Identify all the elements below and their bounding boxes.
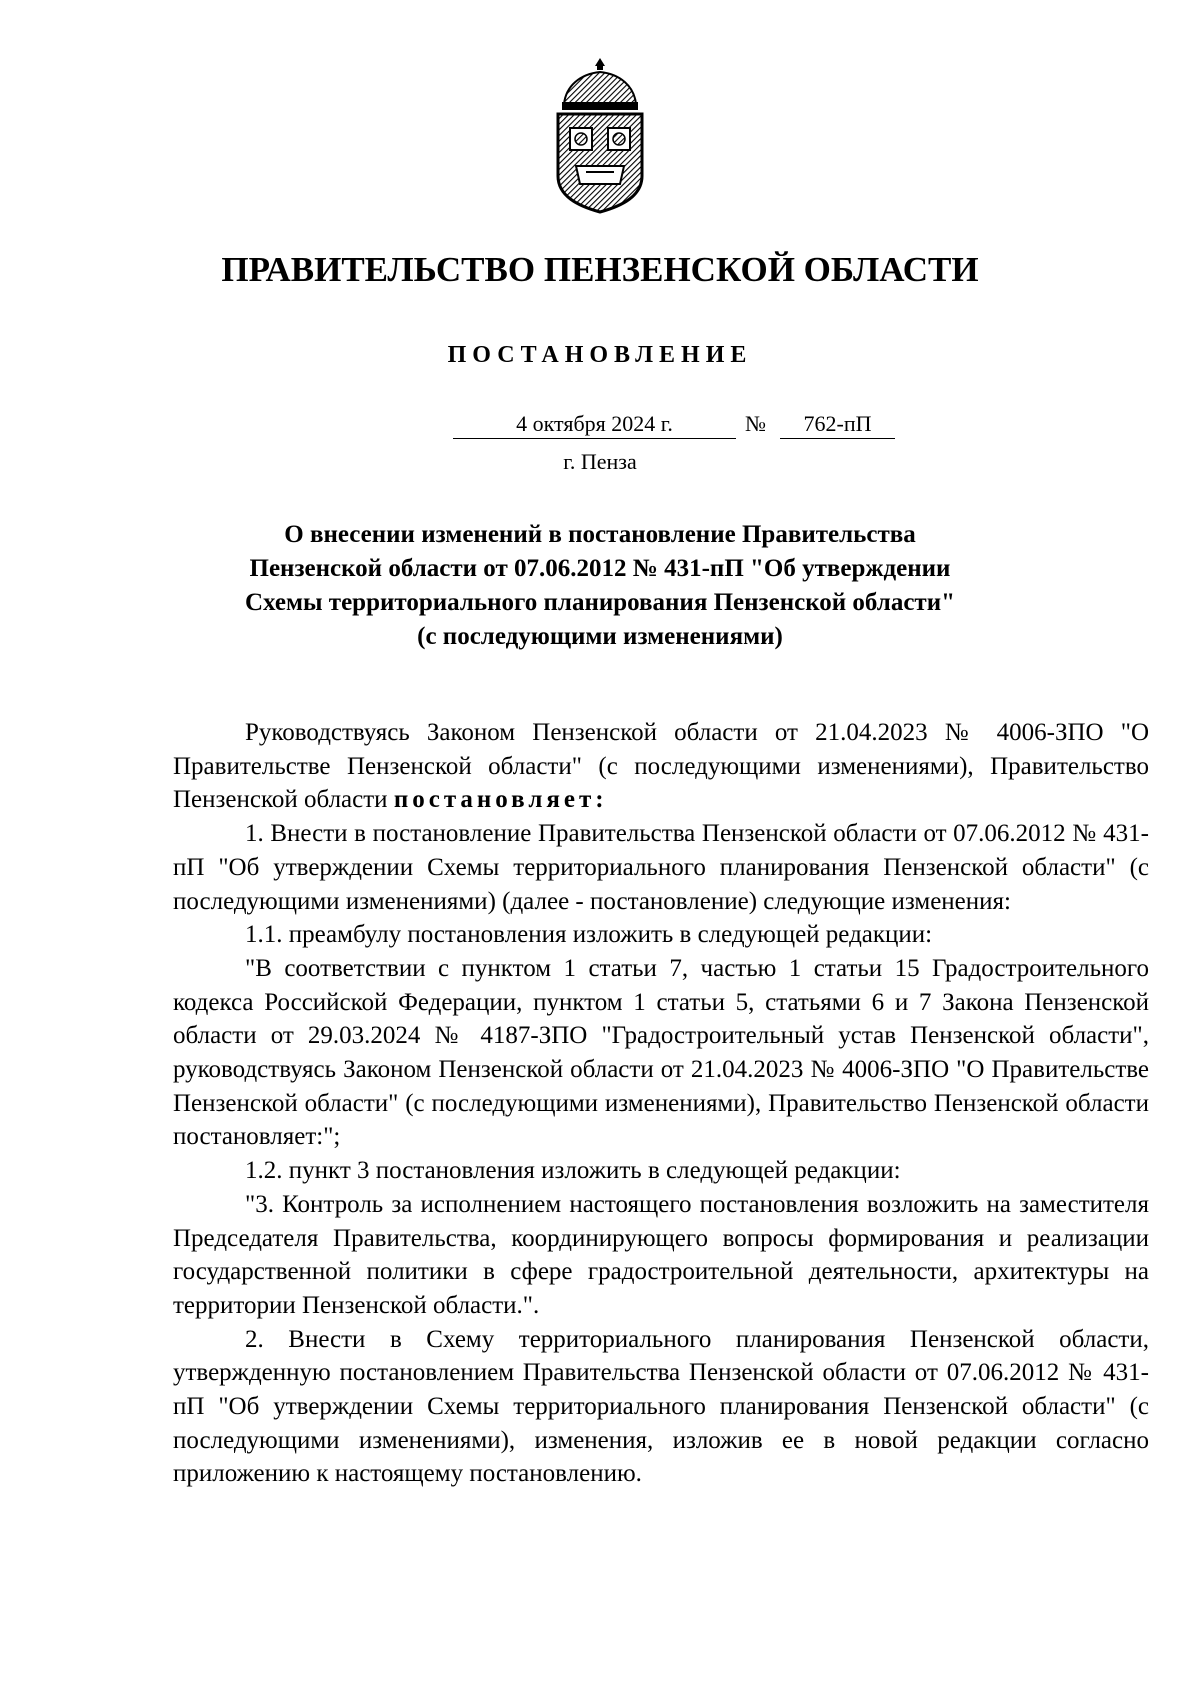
heading-line: Схемы территориального планирования Пензенской области" (244, 589, 955, 616)
penza-oblast-coat-of-arms-icon (536, 56, 664, 216)
paragraph-1-2-text: "3. Контроль за исполнением настоящего постановления возложить на заместителя Председателя Правительства, координирующего вопросы формирования и реализации государственной политики в сфере градостроительной деятельности, архитектуры на территории Пензенской области.". (173, 1190, 1149, 1319)
document-type: ПОСТАНОВЛЕНИЕ (447, 342, 753, 368)
document-city: г. Пенза (563, 449, 637, 474)
paragraph-2: 2. Внести в Схему территориального планирования Пензенской области, утвержденную постановлением Правительства Пензенской области от 07.06.2012 № 431-пП "Об утверждении Схемы территориального планирования Пензенской области" (с последующими изменениями), изменения, изложив ее в новой редакции согласно приложению к настоящему постановлению. (173, 1325, 1149, 1488)
heading-line: Пензенской области от 07.06.2012 № 431-пП "Об утверждении (249, 555, 951, 582)
organization-title: ПРАВИТЕЛЬСТВО ПЕНЗЕНСКОЙ ОБЛАСТИ (221, 250, 979, 289)
document-heading (200, 518, 1000, 654)
resolves-keyword: постановляет: (393, 786, 608, 814)
paragraph-1-1-text: "В соответствии с пунктом 1 статьи 7, частью 1 статьи 15 Градостроительного кодекса Российской Федерации, пунктом 1 статьи 5, статьями 6 и 7 Закона Пензенской области от 29.03.2024 № 4187-ЗПО "Градостроительный устав Пензенской области", руководствуясь Законом Пензенской области от 21.04.2023 № 4006-ЗПО "О Правительстве Пензенской области" (с последующими изменениями), Правительство Пензенской области постановляет:"; (173, 954, 1149, 1151)
heading-line: О внесении изменений в постановление Правительства (284, 521, 916, 548)
heading-line: (с последующими изменениями) (417, 623, 783, 650)
preamble-text: Руководствуясь Законом Пензенской области от 21.04.2023 № 4006-ЗПО "О Правительстве Пензенской области" (с последующими изменениями), Правительство Пензенской области (173, 719, 1149, 814)
paragraph-1: 1. Внести в постановление Правительства Пензенской области от 07.06.2012 № 431-пП "Об утверждении Схемы территориального планирования Пензенской области" (с последующими изменениями) (далее - постановление) следующие изменения: (173, 820, 1149, 915)
paragraph-1-2: 1.2. пункт 3 постановления изложить в следующей редакции: (245, 1157, 901, 1185)
preamble-paragraph (173, 716, 1149, 817)
paragraph-1-1: 1.1. преамбулу постановления изложить в следующей редакции: (245, 921, 933, 949)
document-date: 4 октября 2024 г. (453, 410, 736, 439)
number-sign: № (745, 411, 766, 436)
document-body (173, 716, 1149, 1491)
document-number: 762-пП (780, 410, 895, 439)
